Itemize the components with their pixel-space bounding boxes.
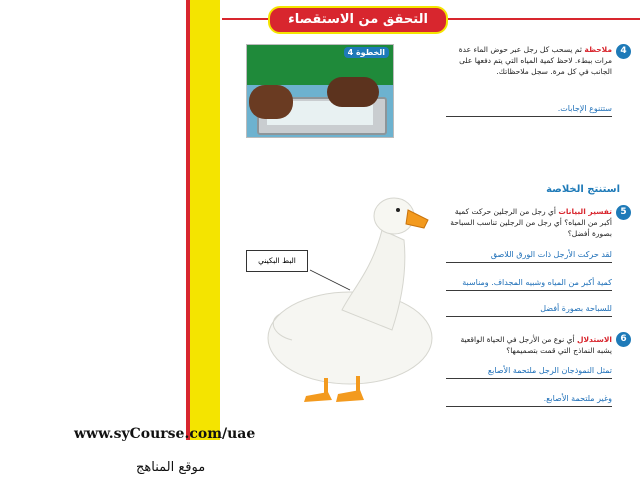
section-banner: التحقق من الاستقصاء xyxy=(268,6,448,34)
question-5-body: أي رجل من الرجلين حركت كمية أكبر من المياه؟ أي رجل من الرجلين تناسب السباحة بصورة أفضل؟ xyxy=(450,207,612,238)
question-6-text xyxy=(448,334,612,356)
duck-label: البط البكيني xyxy=(246,250,308,272)
margin-area xyxy=(0,0,188,480)
page-edge-yellow xyxy=(190,0,220,440)
question-number-4: 4 xyxy=(616,44,631,59)
answer-line-5-3: للسباحة بصورة أفضل xyxy=(446,302,612,317)
conclusion-heading: استنتج الخلاصة xyxy=(546,184,620,195)
question-4-keyword: ملاحظة xyxy=(584,45,612,54)
step-label: الخطوة 4 xyxy=(344,47,389,58)
question-number-6: 6 xyxy=(616,332,631,347)
answer-line-5-2: كمية أكبر من المياه وشبيه المجداف. ومناسبة xyxy=(446,276,612,291)
question-5-text xyxy=(448,206,612,239)
duck-illustration xyxy=(232,170,442,406)
question-6-body: أي نوع من الأرجل في الحياة الواقعية يشبه النماذج التي قمت بتصميمها؟ xyxy=(460,335,612,355)
photo-hand-left xyxy=(249,85,293,119)
question-4-text xyxy=(448,44,612,77)
site-name: موقع المناهج xyxy=(136,460,206,475)
question-4-body: ثم يسحب كل رجل عبر حوض الماء عدة مرات ببطء. لاحظ كمية المياه التي يتم دفعها على الجانب في كل مرة. سجل ملاحظاتك. xyxy=(458,45,612,76)
answer-line-6-1: تمثل النموذجان الرجل ملتحمة الأصابع xyxy=(446,364,612,379)
photo-hand-right xyxy=(327,77,379,107)
answer-line-5-1: لقد حركت الأرجل ذات الورق اللاصق xyxy=(446,248,612,263)
duck-drawing xyxy=(232,170,442,406)
answer-line-6-2: وغير ملتحمة الأصابع. xyxy=(446,392,612,407)
site-url: www.syCourse.com/uae xyxy=(74,426,256,442)
question-6-keyword: الاستدلال xyxy=(576,335,612,344)
step-photo xyxy=(246,44,394,138)
question-5-keyword: تفسير البيانات xyxy=(558,207,612,216)
answer-line-4: ستتنوع الإجابات. xyxy=(446,102,612,117)
question-number-5: 5 xyxy=(616,205,631,220)
